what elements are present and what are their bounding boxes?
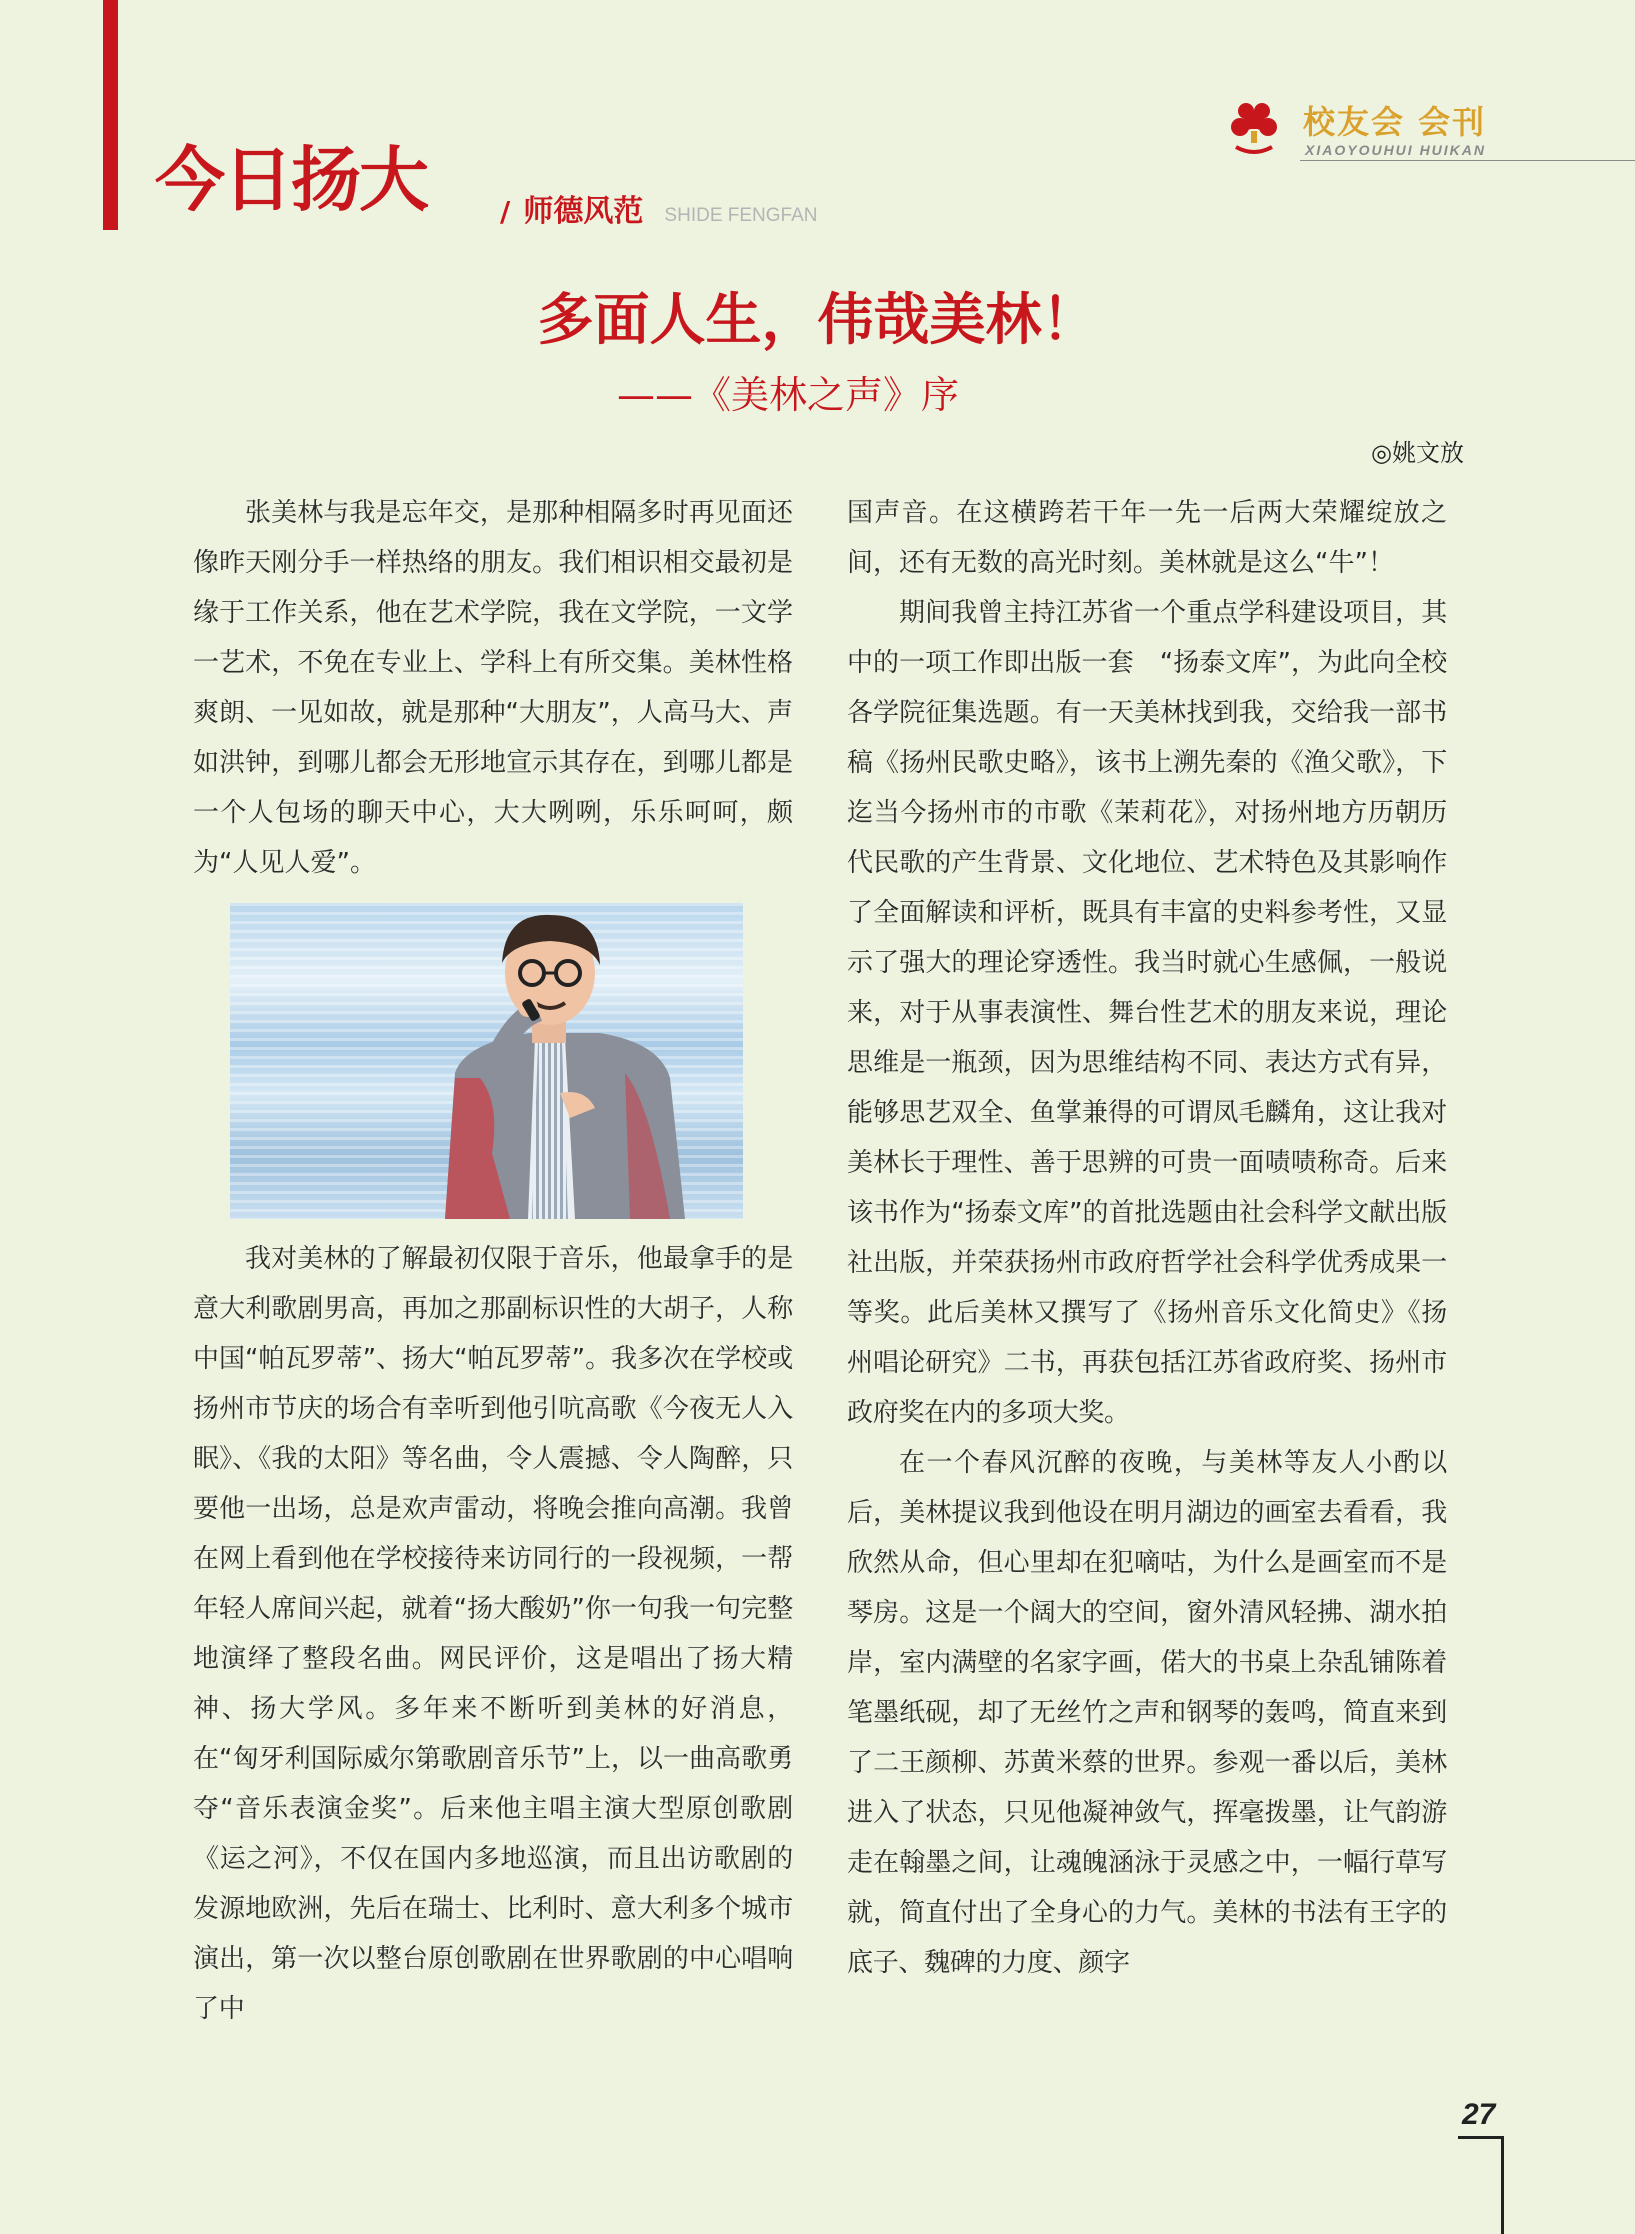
paragraph: 张美林与我是忘年交，是那种相隔多时再见面还像昨天刚分手一样热络的朋友。我们相识相交最初是缘于工作关系，他在艺术学院，我在文学院，一文学一艺术，不免在专业上、学科上有所交集。美林性格爽朗、一见如故，就是那种“大朋友”，人高马大、声如洪钟，到哪儿都会无形地宣示其存在，到哪儿都是一个人包场的聊天中心，大大咧咧，乐乐呵呵，颇为“人见人爱”。 — [193, 498, 793, 878]
header-red-bar — [103, 0, 118, 230]
paragraph: 在一个春风沉醉的夜晚，与美林等友人小酌以后，美林提议我到他设在明月湖边的画室去看看，我欣然从命，但心里却在犯嘀咕，为什么是画室而不是琴房。这是一个阔大的空间，窗外清风轻拂、湖水拍岸，室内满壁的名家字画，偌大的书桌上杂乱铺陈着笔墨纸砚，却了无丝竹之声和钢琴的轰鸣，简直来到了二王颜柳、苏黄米蔡的世界。参观一番以后，美林进入了状态，只见他凝神敛气，挥毫拨墨，让气韵游走在翰墨之间，让魂魄涵泳于灵感之中，一幅行草写就，简直付出了全身心的力气。美林的书法有王字的底子、魏碑的力度、颜字 — [847, 1448, 1447, 1978]
right-column — [847, 488, 1447, 1988]
paragraph: 我对美林的了解最初仅限于音乐，他最拿手的是意大利歌剧男高，再加之那副标识性的大胡子，人称中国“帕瓦罗蒂”、扬大“帕瓦罗蒂”。我多次在学校或扬州市节庆的场合有幸听到他引吭高歌《今夜无人入眠》、《我的太阳》等名曲，令人震撼、令人陶醉，只要他一出场，总是欢声雷动，将晚会推向高潮。我曾在网上看到他在学校接待来访同行的一段视频，一帮年轻人席间兴起，就着“扬大酸奶”你一句我一句完整地演绎了整段名曲。网民评价，这是唱出了扬大精神、扬大学风。多年来不断听到美林的好消息，在“匈牙利国际威尔第歌剧音乐节”上，以一曲高歌勇夺“音乐表演金奖”。后来他主唱主演大型原创歌剧《运之河》，不仅在国内多地巡演，而且出访歌剧的发源地欧洲，先后在瑞士、比利时、意大利多个城市演出，第一次以整台原创歌剧在世界歌剧的中心唱响了中 — [193, 1244, 793, 2024]
sub-section-title-en: SHIDE FENGFAN — [664, 205, 818, 226]
magazine-name-en: XIAOYOUHUI HUIKAN — [1305, 142, 1487, 158]
article-author: ◎姚文放 — [1371, 439, 1464, 467]
page-corner-rule-vertical — [1501, 2136, 1504, 2234]
singer-photo — [230, 903, 743, 1219]
sub-section-header — [500, 186, 818, 230]
page-corner-rule — [1458, 2136, 1504, 2139]
section-title: 今日扬大 — [155, 139, 427, 221]
sub-section-title: 师德风范 — [523, 194, 644, 229]
article-subtitle: ——《美林之声》序 — [617, 373, 960, 417]
magazine-name: 校友会 会刊 — [1303, 103, 1487, 141]
article-title: 多面人生，伟哉美林！ — [537, 287, 1098, 353]
school-emblem-icon — [1222, 95, 1286, 159]
paragraph: 国声音。在这横跨若干年一先一后两大荣耀绽放之间，还有无数的高光时刻。美林就是这么“牛”！ — [847, 498, 1447, 578]
sub-section-slash: / — [500, 195, 511, 228]
singer-illustration — [230, 903, 743, 1219]
paragraph: 期间我曾主持江苏省一个重点学科建设项目，其中的一项工作即出版一套 “扬泰文库”，为此向全校各学院征集选题。有一天美林找到我，交给我一部书稿《扬州民歌史略》，该书上溯先秦的《渔父歌》，下迄当今扬州市的市歌《茉莉花》，对扬州地方历朝历代民歌的产生背景、文化地位、艺术特色及其影响作了全面解读和评析，既具有丰富的史料参考性，又显示了强大的理论穿透性。我当时就心生感佩，一般说来，对于从事表演性、舞台性艺术的朋友来说，理论思维是一瓶颈，因为思维结构不同、表达方式有异，能够思艺双全、鱼掌兼得的可谓凤毛麟角，这让我对美林长于理性、善于思辨的可贵一面啧啧称奇。后来该书作为“扬泰文库”的首批选题由社会科学文献出版社出版，并荣获扬州市政府哲学社会科学优秀成果一等奖。此后美林又撰写了《扬州音乐文化简史》《扬州唱论研究》二书，再获包括江苏省政府奖、扬州市政府奖在内的多项大奖。 — [847, 598, 1447, 1428]
left-column — [193, 488, 793, 2034]
header-rule — [1300, 160, 1635, 161]
page-number: 27 — [1462, 2098, 1496, 2131]
